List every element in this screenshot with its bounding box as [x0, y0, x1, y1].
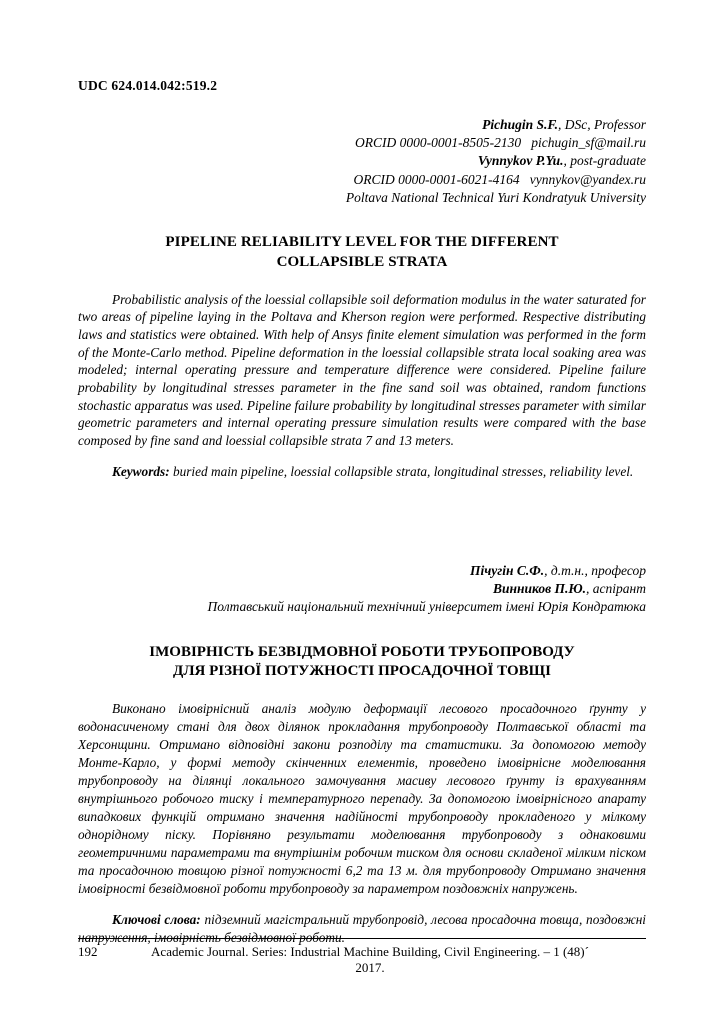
author-email-2: vynnykov@yandex.ru — [529, 171, 646, 187]
author-ua-degree-2: , аспірант — [586, 581, 646, 597]
affiliation-ukrainian: Полтавський національний технічний університет імені Юрія Кондратюка — [207, 599, 646, 615]
author-orcid-line-1 — [78, 134, 646, 152]
author-orcid-2: ORCID 0000-0001-6021-4164 — [353, 171, 520, 187]
abstract-english: Probabilistic analysis of the loessial collapsible soil deformation modulus in the water saturated for two areas of pipeline laying in the Poltava and Kherson region were performed. Respective distributing laws and statistics were obtained. With help of Ansys finite element simulation was performed in the form of the Monte-Carlo method. Pipeline deformation in the loessial collapsible strata local soaking area was modeled; internal operating pressure and temperature difference were considered. Pipeline failure probability by longitudinal stresses parameter in the fine sand soil was obtained, random functions stochastic apparatus was used. Pipeline failure probability by longitudinal stresses parameter with similar geometric parameters and internal operating pressure simulation results were compared with the base composed by fine sand and loessial collapsible strata 7 and 13 meters. — [78, 291, 646, 449]
journal-reference: Academic Journal. Series: Industrial Machine Building, Civil Engineering. – 1 (48)´ 2017. — [151, 944, 589, 975]
page-number: 192 — [78, 944, 98, 959]
section-spacer — [78, 494, 646, 562]
authors-block-ukrainian — [78, 562, 646, 617]
author-ua-name-1: Пічугін С.Ф. — [469, 563, 545, 578]
paper-title-english-line1: PIPELINE RELIABILITY LEVEL FOR THE DIFFERENT — [165, 234, 559, 251]
author-ua-name-2: Винников П.Ю. — [493, 581, 587, 597]
paper-title-ukrainian — [78, 643, 646, 683]
author-line-2 — [78, 152, 646, 170]
paper-title-ukrainian-line2: ДЛЯ РІЗНОЇ ПОТУЖНОСТІ ПРОСАДОЧНОЇ ТОВЩІ — [173, 663, 551, 680]
keywords-ukrainian-text: підземний магістральний трубопровід, лесова просадочна товща, поздовжні напруження, імовірність безвідмовної роботи. — [78, 911, 646, 945]
keywords-english — [78, 463, 646, 481]
author-ua-degree-1: , д.т.н., професор — [544, 563, 646, 578]
author-degree-2: , post-graduate — [563, 153, 646, 169]
page-footer — [78, 938, 646, 976]
author-ua-line-1 — [78, 562, 646, 580]
author-degree-1: , DSc, Professor — [558, 117, 646, 132]
author-orcid-1: ORCID 0000-0001-8505-2130 — [354, 135, 522, 151]
keywords-ukrainian-label: Ключові слова: — [112, 911, 201, 927]
udc-code: UDC 624.014.042:519.2 — [78, 78, 218, 93]
abstract-ukrainian: Виконано імовірнісний аналіз модулю деформації лесового просадочного ґрунту у водонасиченому стані для двох ділянок прокладання трубопроводу Полтавської області та Херсонщини. Отримано відповідні закони розподілу та статистики. За допомогою методу Монте-Карло, у формі методу скінченних елементів, проведено імовірнісне моделювання трубопроводу на ділянці локального замочування масиву лесового ґрунту із врахуванням внутрішнього робочого тиску і температурного перепаду. За допомогою імовірнісного апарату випадкових функцій отримано значення надійності трубопроводу прокладеного у мілкому однорідному піску. Порівняно результати моделювання трубопроводу з однаковими геометричними параметрами та внутрішнім робочим тиском для основи складеної мілким піском та просадочною товщою різної потужності 6,2 та 13 м. для трубопроводу Отримано значення імовірності безвідмовної роботи трубопроводу за параметром поздовжніх напружень. — [78, 701, 646, 896]
affiliation-english: Poltava National Technical Yuri Kondratyuk University — [345, 189, 646, 205]
authors-block-english — [78, 116, 646, 207]
footer-divider — [78, 938, 646, 939]
paper-title-english — [78, 233, 646, 273]
paper-title-ukrainian-line1: ІМОВІРНІСТЬ БЕЗВІДМОВНОЇ РОБОТИ ТРУБОПРОВОДУ — [149, 643, 575, 660]
author-email-1: pichugin_sf@mail.ru — [531, 135, 646, 151]
author-ua-line-2 — [78, 580, 646, 598]
author-name-1: Pichugin S.F. — [482, 117, 558, 132]
paper-title-english-line2: COLLAPSIBLE STRATA — [276, 253, 448, 270]
footer-line — [78, 944, 646, 976]
author-name-2: Vynnykov P.Yu. — [477, 153, 564, 169]
author-orcid-line-2 — [78, 171, 646, 189]
author-line-1 — [78, 116, 646, 134]
keywords-english-label: Keywords: — [112, 464, 170, 480]
keywords-english-text: buried main pipeline, loessial collapsible strata, longitudinal stresses, reliability level. — [169, 464, 634, 480]
